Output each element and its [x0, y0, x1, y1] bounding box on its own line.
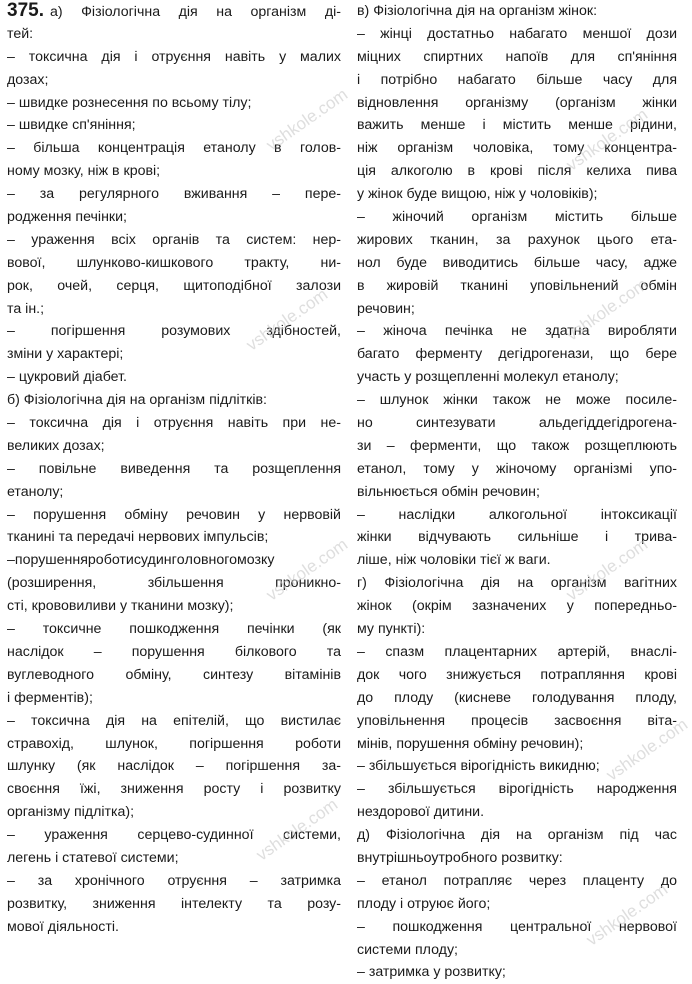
line-text: – наслідки алкогольної інтоксикації: [357, 506, 677, 523]
line-text: му пункті):: [357, 621, 426, 638]
line-text: г) Фізіологічна дія на організм вагітних: [357, 575, 677, 592]
text-line: [7, 755, 341, 778]
text-line: [7, 92, 341, 115]
text-line: [357, 275, 677, 298]
line-text: – швидке рознесення по всьому тілу;: [7, 94, 252, 111]
line-text: вуглеводного обміну, синтезу вітамінів: [7, 666, 341, 683]
text-line: [357, 916, 677, 939]
line-text: – швидке сп'яніння;: [7, 117, 136, 134]
text-line: [357, 92, 677, 115]
text-line: [357, 206, 677, 229]
text-line: [7, 549, 341, 572]
line-text: речовин;: [357, 300, 415, 317]
line-text: – більша концентрація етанолу в голов-: [7, 140, 341, 157]
line-text: – ураження серцево-судинної системи,: [7, 827, 341, 844]
line-text: –порушенняроботисудингoловногомозку: [7, 552, 275, 569]
text-line: [357, 23, 677, 46]
text-line: [357, 778, 677, 801]
line-text: тей:: [7, 25, 34, 42]
left-column: [7, 0, 341, 939]
line-text: жінок (окрім зазначених у попередньо-: [357, 598, 677, 615]
line-text: тканині та передачі нервових імпульсів;: [7, 529, 269, 546]
text-line: [357, 687, 677, 710]
line-text: організму підлітка);: [7, 804, 135, 821]
line-text: ному мозку, ніж в крові;: [7, 163, 161, 180]
text-line: [357, 893, 677, 916]
text-line: [357, 114, 677, 137]
line-text: ніж організм чоловіка, тому концентра-: [357, 140, 677, 157]
text-line: [7, 870, 341, 893]
line-text: жінки відчувають сильніше і трива-: [357, 529, 677, 546]
text-line: [357, 526, 677, 549]
line-text: мової діяльності.: [7, 918, 119, 935]
line-text: та ін.;: [7, 300, 45, 317]
text-line: [7, 664, 341, 687]
line-text: етанол, тому у жіночому організмі упо-: [357, 460, 677, 477]
line-text: вільнюється обмін речовин;: [357, 483, 540, 500]
text-line: [7, 526, 341, 549]
text-line: [7, 0, 341, 23]
text-line: [7, 320, 341, 343]
line-text: у жінок буде вищою, ніж у чоловіків);: [357, 186, 598, 203]
line-text: і потрібно набагато більше часу для: [357, 71, 677, 88]
line-text: в жировій тканині уповільнений обмін: [357, 277, 677, 294]
text-line: [357, 458, 677, 481]
text-line: [357, 412, 677, 435]
text-line: [357, 549, 677, 572]
text-line: [7, 916, 341, 939]
line-text: (розширення, збільшення проникно-: [7, 575, 341, 592]
line-text: – токсичне пошкодження печінки (як: [7, 621, 341, 638]
text-line: [357, 710, 677, 733]
text-line: [7, 412, 341, 435]
text-line: [357, 664, 677, 687]
text-line: [7, 137, 341, 160]
watermark-text: vshkole.com: [602, 714, 692, 785]
line-text: док чого знижується потрапляння крові: [357, 666, 677, 683]
line-text: – жіночий організм містить більше: [357, 209, 677, 226]
line-text: стравохід, шлунок, погіршення роботи: [7, 735, 341, 752]
line-text: зміни у характері;: [7, 346, 124, 363]
text-line: [357, 755, 677, 778]
line-text: – цукровий діабет.: [7, 369, 127, 386]
text-line: [7, 275, 341, 298]
text-line: [7, 252, 341, 275]
line-text: легень і статевої системи;: [7, 849, 179, 866]
watermark-text: vshkole.com: [562, 534, 652, 605]
text-line: [7, 618, 341, 641]
text-line: [7, 114, 341, 137]
text-line: [7, 687, 341, 710]
line-text: дозах;: [7, 71, 49, 88]
line-text: родження печінки;: [7, 209, 127, 226]
line-text: рок, очей, серця, щитоподібної залози: [7, 277, 341, 294]
text-line: [7, 389, 341, 412]
line-text: – жінці достатньо набагато меншої дози: [357, 25, 677, 42]
line-text: плоду і отруює його;: [357, 895, 491, 912]
line-text: – затримка у розвитку;: [357, 964, 506, 981]
text-line: [7, 893, 341, 916]
text-line: [357, 847, 677, 870]
text-line: [357, 504, 677, 527]
line-text: в) Фізіологічна дія на організм жінок:: [357, 3, 598, 19]
line-text: – жіноча печінка не здатна виробляти: [357, 323, 677, 340]
text-line: [7, 847, 341, 870]
text-line: [357, 572, 677, 595]
text-line: [357, 46, 677, 69]
line-text: нол буде виводитись більше часу, адже: [357, 254, 677, 271]
text-line: [7, 778, 341, 801]
line-text: – за регулярного вживання – пере-: [7, 186, 341, 203]
line-text: – ураження всіх органів та систем: нер-: [7, 231, 341, 248]
line-text: багато ферменту дегідрогенази, що бере: [357, 346, 677, 363]
line-text: жирових тканин, за рахунок цього ета-: [357, 231, 677, 248]
line-text: великих дозах;: [7, 437, 105, 454]
watermark-text: vshkole.com: [252, 794, 342, 865]
line-text: д) Фізіологічна дія на організм під час: [357, 827, 677, 844]
line-text: етанолу;: [7, 483, 64, 500]
line-text: зи – ферменти, що також розщеплюють: [357, 437, 677, 454]
text-line: [7, 46, 341, 69]
line-text: участь у розщепленні молекул етанолу;: [357, 369, 619, 386]
text-line: [7, 504, 341, 527]
watermark-text: vshkole.com: [262, 84, 352, 155]
watermark-text: vshkole.com: [562, 274, 652, 345]
text-line: [7, 343, 341, 366]
text-line: [357, 343, 677, 366]
text-line: [357, 618, 677, 641]
text-line: [357, 160, 677, 183]
line-text: і ферментів);: [7, 689, 93, 706]
line-text: вової, шлунково-кишкового тракту, ни-: [7, 254, 341, 271]
line-text: сті, крововиливи у тканини мозку);: [7, 598, 234, 615]
text-line: [357, 481, 677, 504]
text-line: [7, 298, 341, 321]
text-line: [357, 389, 677, 412]
line-text: но синтезувати альдегіддегідрогена-: [357, 415, 677, 432]
text-line: [357, 435, 677, 458]
text-line: [7, 366, 341, 389]
line-text: – етанол потрапляє через плаценту до: [357, 872, 677, 889]
line-text: своєння їжі, зниження росту і розвитку: [7, 781, 341, 798]
line-text: б) Фізіологічна дія на організм підлітків:: [7, 392, 268, 409]
line-text: – шлунок жінки також не може посиле-: [357, 392, 677, 409]
text-line: [357, 298, 677, 321]
line-text: – збільшується вірогідність викидню;: [357, 758, 600, 775]
text-line: [7, 23, 341, 46]
text-line: [7, 458, 341, 481]
line-text: наслідок – порушення білкового та: [7, 643, 341, 660]
line-text: міцних спиртних напоїв для сп'яніння: [357, 48, 677, 65]
line-text: а) Фізіологічна дія на організм ді-: [49, 4, 341, 20]
line-text: внутрішньоутробного розвитку:: [357, 849, 563, 866]
text-line: [357, 366, 677, 389]
text-line: [357, 824, 677, 847]
line-text: – токсична дія і отруєння навіть у малих: [7, 48, 341, 65]
text-line: [357, 320, 677, 343]
line-text: до плоду (кисневе голодування плоду,: [357, 689, 677, 706]
text-line: [357, 939, 677, 962]
text-line: [7, 435, 341, 458]
text-line: [357, 0, 677, 23]
text-line: [357, 137, 677, 160]
text-line: [7, 69, 341, 92]
text-line: [7, 160, 341, 183]
line-text: шлунку (як наслідок – погіршення за-: [7, 758, 341, 775]
text-line: [7, 733, 341, 756]
text-line: [357, 801, 677, 824]
line-text: – пошкодження центральної нервової: [357, 918, 677, 935]
text-line: [357, 641, 677, 664]
line-text: – повільне виведення та розщеплення: [7, 460, 341, 477]
line-text: важить менше і містить менше рідини,: [357, 117, 677, 134]
text-line: [357, 183, 677, 206]
text-line: [357, 595, 677, 618]
watermark-text: vshkole.com: [582, 879, 672, 950]
line-text: – збільшується вірогідність народження: [357, 781, 677, 798]
text-line: [7, 595, 341, 618]
line-text: – токсична дія на епітелій, що вистилає: [7, 712, 341, 729]
text-line: [357, 961, 677, 984]
text-line: [7, 229, 341, 252]
text-line: [357, 252, 677, 275]
text-line: [7, 824, 341, 847]
watermark-text: vshkole.com: [242, 284, 332, 355]
line-text: – спазм плацентарних артерій, внаслі-: [357, 643, 677, 660]
line-text: мінів, порушення обміну речовин);: [357, 735, 584, 752]
text-line: [357, 870, 677, 893]
watermark-text: vshkole.com: [562, 104, 652, 175]
line-text: ція алкоголю в крові після келиха пива: [357, 163, 677, 180]
line-text: системи плоду;: [357, 941, 458, 958]
line-text: – погіршення розумових здібностей,: [7, 323, 341, 340]
text-line: [357, 69, 677, 92]
exercise-number: 375.: [7, 0, 44, 21]
line-text: – за хронічного отруєння – затримка: [7, 872, 341, 889]
right-column: [357, 0, 677, 984]
text-line: [7, 641, 341, 664]
text-line: [7, 710, 341, 733]
line-text: ліше, ніж чоловіки тієї ж ваги.: [357, 552, 551, 569]
text-line: [357, 229, 677, 252]
line-text: – порушення обміну речовин у нервовій: [7, 506, 341, 523]
line-text: – токсична дія і отруєння навіть при не-: [7, 415, 341, 432]
text-line: [7, 481, 341, 504]
line-text: відновлення організму (організм жінки: [357, 94, 677, 111]
text-line: [7, 183, 341, 206]
line-text: уповільнення процесів засвоєння віта-: [357, 712, 677, 729]
text-line: [7, 801, 341, 824]
line-text: розвитку, зниження інтелекту та розу-: [7, 895, 341, 912]
text-line: [7, 206, 341, 229]
text-line: [7, 572, 341, 595]
watermark-text: vshkole.com: [262, 534, 352, 605]
text-line: [357, 733, 677, 756]
line-text: нездорової дитини.: [357, 804, 485, 821]
